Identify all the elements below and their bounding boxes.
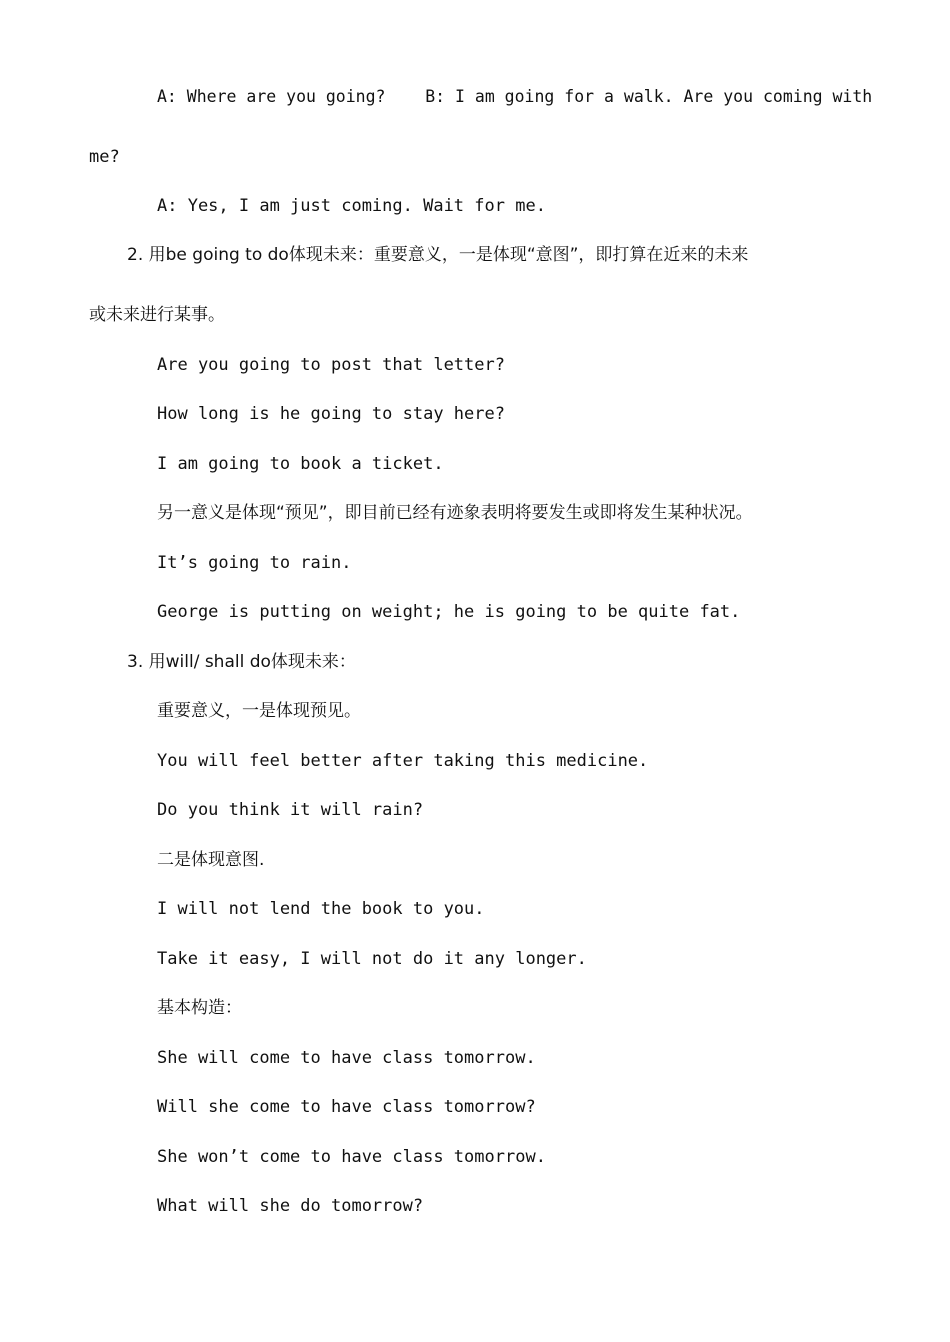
section-3-example-4: Take it easy, I will not do it any longer. <box>157 949 587 969</box>
section-2-second-meaning: 另一意义是体现“预见”，即目前已经有迹象表明将要发生或即将发生某种状况。 <box>157 503 753 523</box>
section-3-example-5: She will come to have class tomorrow. <box>157 1048 536 1068</box>
section-3-example-8: What will she do tomorrow? <box>157 1196 424 1216</box>
section-3-example-3: I will not lend the book to you. <box>157 899 485 919</box>
section-3-example-7: She won’t come to have class tomorrow. <box>157 1147 546 1167</box>
section-3-meaning-2: 二是体现意图. <box>157 850 265 870</box>
section-3-heading: 3. 用will/ shall do体现未来： <box>127 652 356 672</box>
section-2-example-2: How long is he going to stay here? <box>157 404 505 424</box>
dialog-line-a-reply: A: Yes, I am just coming. Wait for me. <box>157 196 546 216</box>
section-3-example-2: Do you think it will rain? <box>157 800 424 820</box>
section-2-example-3: I am going to book a ticket. <box>157 454 444 474</box>
dialog-line-continuation: me? <box>89 147 120 167</box>
section-2-heading: 2. 用be going to do体现未来：重要意义，一是体现“意图”，即打算在近来的未来 <box>127 245 749 265</box>
section-3-meaning-1: 重要意义，一是体现预见。 <box>157 701 361 721</box>
section-2-heading-continuation: 或未来进行某事。 <box>89 305 225 325</box>
section-3-example-6: Will she come to have class tomorrow? <box>157 1097 536 1117</box>
dialog-line-a-b: A: Where are you going? B: I am going for a walk. Are you coming with <box>157 87 873 106</box>
section-2-example-5: George is putting on weight; he is going to be quite fat. <box>157 602 741 622</box>
section-2-example-4: It’s going to rain. <box>157 553 352 573</box>
section-3-example-1: You will feel better after taking this medicine. <box>157 751 649 771</box>
section-3-structure-label: 基本构造： <box>157 998 242 1018</box>
section-2-example-1: Are you going to post that letter? <box>157 355 505 375</box>
